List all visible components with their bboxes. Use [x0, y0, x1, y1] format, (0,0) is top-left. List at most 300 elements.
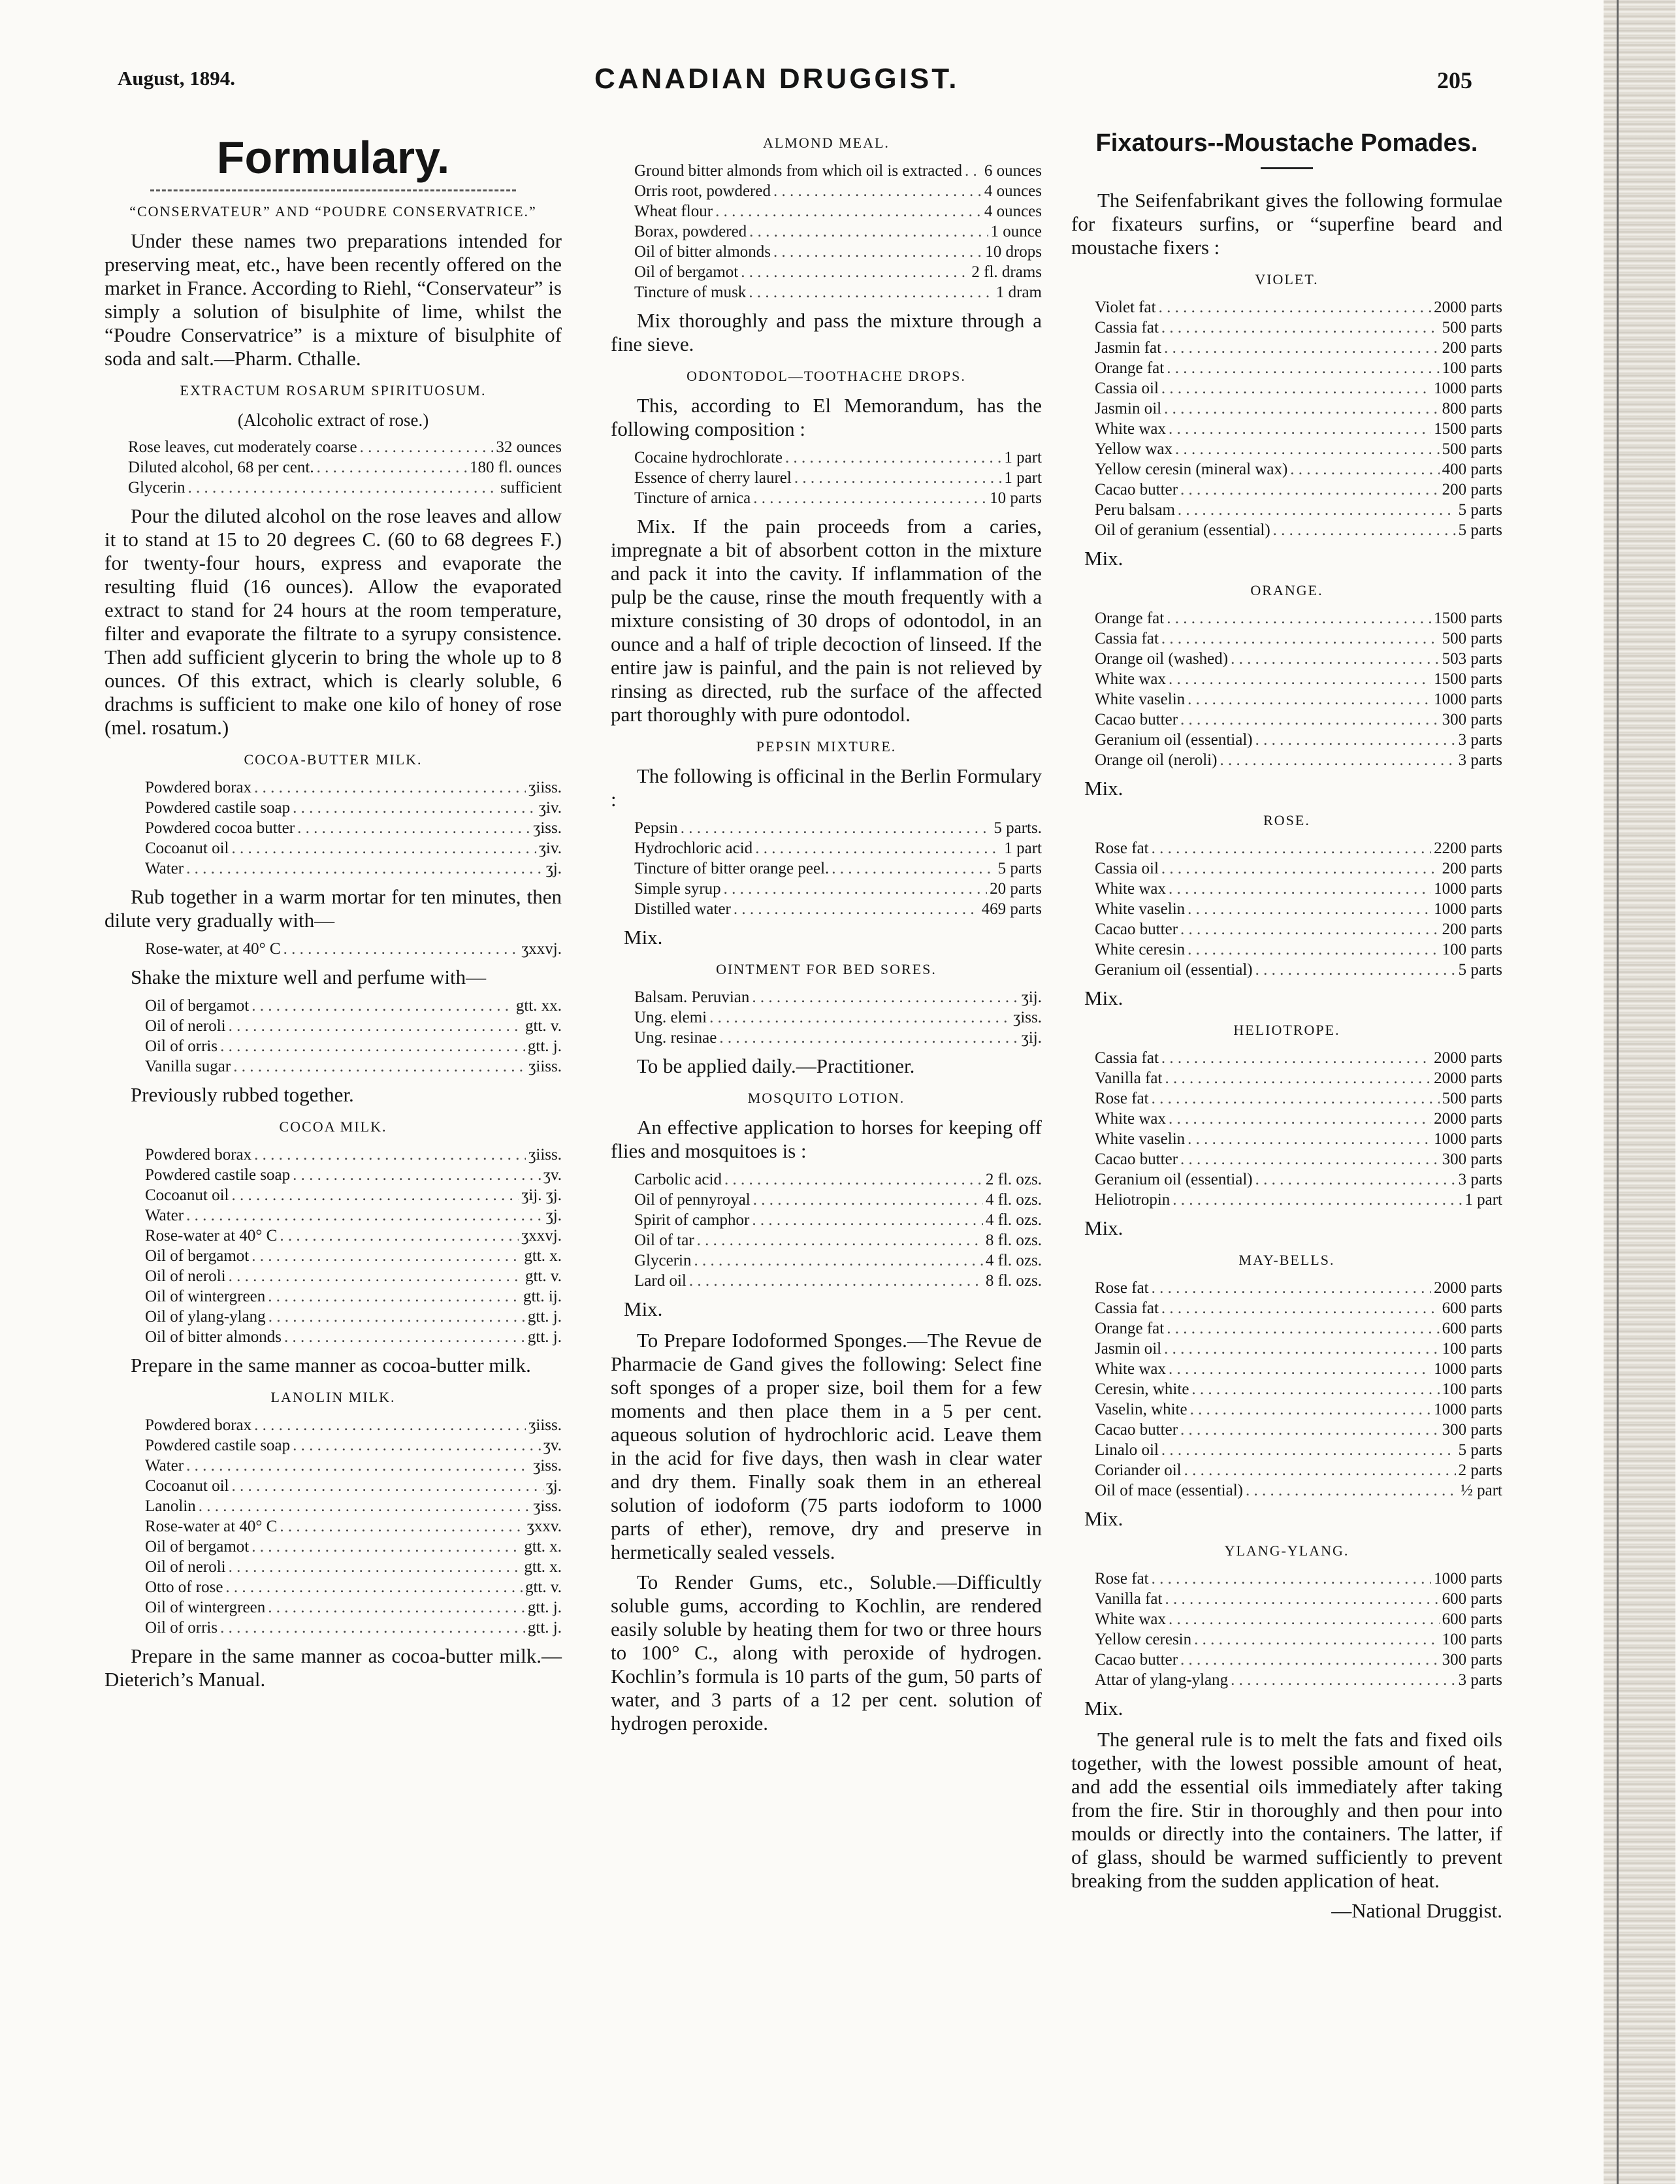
ingredient-row — [634, 899, 1042, 919]
ingredient-amount: 500 parts — [1442, 630, 1502, 647]
ingredient-amount: 1000 parts — [1434, 380, 1502, 397]
pomades-rule — [1261, 167, 1313, 169]
ingredient-amount: 1000 parts — [1434, 880, 1502, 898]
ingredient-amount: ʒiss. — [533, 1457, 562, 1475]
ingredient-row — [1095, 1339, 1502, 1359]
ingredient-amount: ʒxxv. — [526, 1518, 562, 1535]
leader-dots — [694, 1250, 982, 1271]
ingredient-amount: gtt. x. — [524, 1538, 562, 1556]
ingredient-name: White vaselin — [1095, 900, 1186, 918]
ingredient-amount: 600 parts — [1442, 1320, 1502, 1337]
ingredient-name: Rose-water at 40° C — [145, 1227, 278, 1245]
leader-dots — [1152, 1569, 1432, 1589]
ingredient-name: Water — [145, 1457, 184, 1475]
ingredient-name: White ceresin — [1095, 941, 1186, 958]
leader-dots — [709, 1007, 1010, 1028]
ingredient-amount: 5 parts. — [993, 819, 1042, 837]
ingredient-name: Powdered borax — [145, 1416, 252, 1434]
ingredient-row — [1095, 1169, 1502, 1190]
ingredient-name: Diluted alcohol, 68 per cent. — [128, 459, 314, 476]
leader-dots — [1159, 297, 1432, 318]
ingredient-amount: ʒiss. — [533, 819, 562, 837]
ingredient-row — [1095, 1149, 1502, 1169]
leader-dots — [1169, 879, 1431, 899]
ingredient-name: Oil of pennyroyal — [634, 1191, 751, 1209]
ingredient-row — [1095, 1569, 1502, 1589]
ingredient-row — [145, 939, 562, 959]
ingredient-name: Pepsin — [634, 819, 678, 837]
recipe-list — [145, 1145, 562, 1347]
ingredient-row — [145, 1016, 562, 1036]
ingredient-amount: 1 part — [1004, 839, 1042, 857]
ingredient-row — [1095, 1650, 1502, 1670]
ingredient-row — [145, 777, 562, 798]
ingredient-row — [1095, 338, 1502, 358]
leader-dots — [1180, 919, 1440, 939]
leader-dots — [965, 161, 982, 181]
ingredient-row — [145, 1618, 562, 1638]
ingredient-name: Oil of neroli — [145, 1267, 226, 1285]
leader-dots — [794, 468, 1002, 488]
ingredient-row — [145, 1145, 562, 1165]
leader-dots — [254, 1415, 526, 1435]
leader-dots — [231, 1185, 519, 1205]
ingredient-row — [1095, 419, 1502, 439]
leader-dots — [1161, 1048, 1431, 1068]
leader-dots — [1187, 899, 1431, 919]
ingredient-amount: 5 parts — [1458, 1441, 1502, 1459]
ingredient-row — [634, 1210, 1042, 1230]
ingredient-amount: 5 parts — [1458, 521, 1502, 539]
leader-dots — [231, 838, 536, 858]
ingredient-row — [1095, 649, 1502, 669]
ingredient-amount: 2000 parts — [1434, 1049, 1502, 1067]
ingredient-amount: 100 parts — [1442, 941, 1502, 958]
ylang-ylang-mix: Mix. — [1084, 1697, 1123, 1719]
leader-dots — [1187, 1129, 1431, 1149]
cocoa-milk-text: Prepare in the same manner as cocoa-butter milk. — [131, 1354, 531, 1377]
leader-dots — [753, 488, 987, 508]
ingredient-name: Orange oil (washed) — [1095, 650, 1229, 668]
ingredient-name: White vaselin — [1095, 691, 1186, 708]
extractum-subtitle: (Alcoholic extract of rose.) — [237, 410, 429, 430]
ingredient-amount: 800 parts — [1442, 400, 1502, 417]
leader-dots — [280, 1516, 524, 1537]
ingredient-name: Oil of orris — [145, 1037, 218, 1055]
ingredient-row — [145, 818, 562, 838]
ingredient-row — [1095, 297, 1502, 318]
ingredient-name: Oil of bergamot — [145, 997, 250, 1015]
ingredient-name: Simple syrup — [634, 880, 721, 898]
ingredient-name: Heliotropin — [1095, 1191, 1171, 1209]
ingredient-amount: 2000 parts — [1434, 1110, 1502, 1128]
ingredient-amount: 5 parts — [997, 860, 1042, 877]
ingredient-name: Cassia oil — [1095, 860, 1159, 877]
ingredient-row — [634, 468, 1042, 488]
ingredient-name: Ceresin, white — [1095, 1380, 1189, 1398]
leader-dots — [293, 1165, 541, 1185]
leader-dots — [1169, 669, 1431, 689]
leader-dots — [1255, 730, 1456, 750]
ingredient-amount: 4 fl. ozs. — [985, 1211, 1042, 1229]
odontodol-heading: ODONTODOL—TOOTHACHE DROPS. — [687, 368, 966, 384]
leader-dots — [1169, 1359, 1431, 1379]
ingredient-name: Carbolic acid — [634, 1171, 722, 1188]
ingredient-amount: 469 parts — [981, 900, 1042, 918]
ingredient-row — [145, 1435, 562, 1456]
ingredient-row — [634, 1028, 1042, 1048]
ingredient-name: Oil of ylang-ylang — [145, 1308, 266, 1326]
almond-meal-heading: ALMOND MEAL. — [763, 135, 890, 151]
ingredient-name: Powdered borax — [145, 1146, 252, 1164]
ingredient-amount: 100 parts — [1442, 1340, 1502, 1358]
leader-dots — [715, 201, 982, 221]
ingredient-name: Oil of orris — [145, 1619, 218, 1637]
recipe-list — [634, 987, 1042, 1048]
ingredient-amount: 1 dram — [995, 284, 1042, 301]
ointment-text: To be applied daily.—Practitioner. — [637, 1054, 915, 1077]
recipe-list — [1095, 608, 1502, 770]
ingredient-amount: ʒiss. — [1013, 1009, 1042, 1026]
ingredient-name: Rose fat — [1095, 1279, 1149, 1297]
leader-dots — [1161, 378, 1431, 399]
mosquito-intro: An effective application to horses for keeping off flies and mosquitoes is : — [611, 1116, 1042, 1162]
ingredient-amount: 2 fl. ozs. — [985, 1171, 1042, 1188]
ingredient-amount: gtt. x. — [524, 1558, 562, 1576]
ingredient-name: Ung. resinae — [634, 1029, 717, 1047]
ingredient-amount: 100 parts — [1442, 1380, 1502, 1398]
ingredient-row — [128, 478, 562, 498]
leader-dots — [734, 899, 979, 919]
leader-dots — [1167, 1318, 1439, 1339]
ingredient-amount: ʒxxvj. — [521, 1227, 562, 1245]
ingredient-name: Ground bitter almonds from which oil is extracted — [634, 162, 962, 180]
ingredient-amount: 3 parts — [1458, 1171, 1502, 1188]
ingredient-name: Powdered cocoa butter — [145, 819, 295, 837]
ingredient-row — [1095, 1399, 1502, 1420]
ingredient-name: Cacao butter — [1095, 1651, 1178, 1669]
leader-dots — [1194, 1629, 1440, 1650]
leader-dots — [1246, 1480, 1458, 1501]
ingredient-name: Cocoanut oil — [145, 1186, 229, 1204]
issue-date: August, 1894. — [118, 67, 236, 90]
leader-dots — [689, 1271, 983, 1291]
ingredient-row — [1095, 1318, 1502, 1339]
ingredient-row — [634, 858, 1042, 879]
ingredient-name: Vanilla sugar — [145, 1058, 231, 1075]
leader-dots — [186, 858, 543, 879]
ingredient-name: Glycerin — [128, 479, 186, 497]
leader-dots — [1165, 1589, 1439, 1609]
ingredient-name: Distilled water — [634, 900, 731, 918]
ingredient-row — [634, 838, 1042, 858]
ingredient-name: Cacao butter — [1095, 481, 1178, 498]
leader-dots — [741, 262, 969, 282]
recipe-list — [634, 161, 1042, 302]
ingredient-amount: 3 parts — [1458, 731, 1502, 749]
ingredient-row — [1095, 1298, 1502, 1318]
ingredient-amount: 503 parts — [1442, 650, 1502, 668]
ingredient-name: Powdered castile soap — [145, 1437, 291, 1454]
ingredient-row — [1095, 899, 1502, 919]
ingredient-amount: ʒij. ʒj. — [521, 1186, 562, 1204]
page-title: Formulary. — [216, 132, 450, 183]
leader-dots — [1165, 1068, 1431, 1088]
ingredient-row — [1095, 879, 1502, 899]
may-bells-heading: MAY-BELLS. — [1238, 1252, 1335, 1268]
ingredient-name: Borax, powdered — [634, 223, 747, 240]
ingredient-row — [1095, 1609, 1502, 1629]
ingredient-name: Cassia fat — [1095, 1299, 1159, 1317]
lanolin-milk-heading: LANOLIN MILK. — [270, 1389, 396, 1405]
ingredient-row — [1095, 1589, 1502, 1609]
ingredient-name: Cacao butter — [1095, 711, 1178, 728]
ingredient-name: Cassia oil — [1095, 380, 1159, 397]
leader-dots — [1161, 1298, 1440, 1318]
ingredient-amount: ʒiiss. — [528, 779, 562, 796]
ingredient-row — [634, 282, 1042, 302]
ingredient-name: Orris root, powdered — [634, 182, 771, 200]
leader-dots — [753, 1190, 983, 1210]
ingredient-row — [1095, 608, 1502, 628]
ingredient-amount: 10 parts — [990, 489, 1042, 507]
leader-dots — [1180, 480, 1440, 500]
ingredient-row — [1095, 439, 1502, 459]
leader-dots — [1180, 1650, 1440, 1670]
pepsin-mix: Mix. — [624, 926, 663, 949]
leader-dots — [251, 1537, 521, 1557]
ingredient-row — [634, 987, 1042, 1007]
leader-dots — [1152, 838, 1432, 858]
ingredient-amount: 300 parts — [1442, 711, 1502, 728]
leader-dots — [254, 777, 526, 798]
ingredient-row — [1095, 689, 1502, 709]
leader-dots — [1220, 750, 1455, 770]
leader-dots — [1169, 1609, 1440, 1629]
ingredient-row — [145, 1597, 562, 1618]
ingredient-name: Wheat flour — [634, 203, 713, 220]
ingredient-row — [1095, 1088, 1502, 1109]
ingredient-row — [1095, 1109, 1502, 1129]
leader-dots — [1180, 709, 1440, 730]
leader-dots — [229, 1557, 522, 1577]
ingredient-row — [145, 1165, 562, 1185]
ingredient-amount: gtt. j. — [527, 1619, 562, 1637]
ingredient-name: Rose fat — [1095, 839, 1149, 857]
ingredient-amount: 1 ounce — [990, 223, 1042, 240]
ingredient-amount: gtt. ij. — [523, 1288, 562, 1305]
ingredient-name: Oil of neroli — [145, 1558, 226, 1576]
ingredient-name: Lard oil — [634, 1272, 687, 1290]
leader-dots — [724, 1169, 983, 1190]
leader-dots — [681, 818, 992, 838]
leader-dots — [251, 1246, 521, 1266]
leader-dots — [773, 181, 982, 201]
ingredient-name: Water — [145, 1207, 184, 1224]
leader-dots — [233, 1056, 526, 1077]
leader-dots — [1172, 1190, 1462, 1210]
ingredient-name: Orange fat — [1095, 359, 1165, 377]
recipe-list — [1095, 838, 1502, 980]
ingredient-amount: ʒiiss. — [528, 1416, 562, 1434]
ingredient-amount: ʒj. — [545, 860, 562, 877]
ingredient-name: Coriander oil — [1095, 1461, 1182, 1479]
ingredient-amount: gtt. j. — [527, 1308, 562, 1326]
ingredient-row — [1095, 1048, 1502, 1068]
odontodol-text: Mix. If the pain proceeds from a caries, impregnate a bit of absorbent cotton in the mixture and pack it into the cavity. If inflammation of the pulp be the cause, rinse the mouth frequently with a mixture consisting of 30 drops of odontodol, in an ounce and a half of triple decoction of linseed. If the entire jaw is painful, and the pain is not relieved by rinsing as directed, rub the surface of the affected part thoroughly with pure odontodol. — [611, 515, 1042, 726]
may-bells-mix: Mix. — [1084, 1507, 1123, 1530]
ingredient-name: Linalo oil — [1095, 1441, 1159, 1459]
ingredient-name: Oil of geranium (essential) — [1095, 521, 1270, 539]
ingredient-row — [145, 1266, 562, 1286]
ingredient-amount: 8 fl. ozs. — [985, 1272, 1042, 1290]
ingredient-name: Orange oil (neroli) — [1095, 751, 1218, 769]
leader-dots — [251, 996, 513, 1016]
ingredient-row — [1095, 358, 1502, 378]
ingredient-amount: 200 parts — [1442, 481, 1502, 498]
ingredient-amount: ʒiiss. — [528, 1146, 562, 1164]
ingredient-amount: 1500 parts — [1434, 610, 1502, 627]
leader-dots — [293, 798, 536, 818]
almond-meal-text: Mix thoroughly and pass the mixture through a fine sieve. — [611, 309, 1042, 355]
ingredient-amount: ʒiss. — [533, 1497, 562, 1515]
ingredient-row — [1095, 500, 1502, 520]
leader-dots — [1169, 1109, 1431, 1129]
ingredient-amount: 4 ounces — [984, 203, 1042, 220]
ingredient-amount: 8 fl. ozs. — [985, 1231, 1042, 1249]
pomades-intro: The Seifenfabrikant gives the following formulae for fixateurs surfins, or “superfine beard and moustache fixers : — [1071, 189, 1502, 259]
ingredient-row — [1095, 750, 1502, 770]
ingredient-amount: 200 parts — [1442, 860, 1502, 877]
ingredient-amount: 2000 parts — [1434, 299, 1502, 316]
ingredient-amount: gtt. v. — [525, 1267, 562, 1285]
ingredient-name: Yellow wax — [1095, 440, 1172, 458]
ingredient-row — [145, 1577, 562, 1597]
ingredient-amount: 1000 parts — [1434, 1130, 1502, 1148]
ingredient-name: Ung. elemi — [634, 1009, 707, 1026]
journal-title: CANADIAN DRUGGIST. — [594, 63, 960, 95]
extractum-text: Pour the diluted alcohol on the rose leaves and allow it to stand at 15 to 20 degrees C. (60 to 68 degrees F.) for twenty-four hours, express and evaporate the resulting fluid (16 ounces). Allow the evaporated extract to stand for 24 hours at the room temperature, filter and evaporate the filtrate to a syrupy consistence. Then add sufficient glycerin to bring the whole up to 8 ounces. Of this extract, which is clearly soluble, 6 drachms is sufficient to make one kilo of honey of rose (mel. rosatum.) — [105, 504, 562, 739]
pomades-source: —National Druggist. — [1331, 1899, 1502, 1922]
lanolin-milk-text: Prepare in the same manner as cocoa-butter milk.—Dieterich’s Manual. — [105, 1644, 562, 1691]
ingredient-amount: 3 parts — [1458, 1671, 1502, 1689]
leader-dots — [773, 242, 982, 262]
ingredient-amount: 500 parts — [1442, 1090, 1502, 1107]
leader-dots — [749, 282, 993, 302]
ingredient-row — [634, 448, 1042, 468]
column-middle — [611, 128, 1042, 1742]
ingredient-name: Powdered borax — [145, 779, 252, 796]
ingredient-row — [145, 1036, 562, 1056]
leader-dots — [1180, 1420, 1440, 1440]
ingredient-row — [634, 1250, 1042, 1271]
cocoa-butter-text-3: Previously rubbed together. — [131, 1083, 354, 1106]
ingredient-amount: 200 parts — [1442, 921, 1502, 938]
ingredient-amount: gtt. v. — [525, 1017, 562, 1035]
ingredient-name: Water — [145, 860, 184, 877]
ingredient-name: Oil of wintergreen — [145, 1599, 266, 1616]
ingredient-amount: 4 fl. ozs. — [985, 1252, 1042, 1269]
recipe-list — [634, 448, 1042, 508]
heliotrope-mix: Mix. — [1084, 1216, 1123, 1239]
leader-dots — [268, 1286, 521, 1307]
leader-dots — [1191, 1379, 1439, 1399]
recipe-list — [145, 1415, 562, 1638]
ingredient-row — [1095, 1480, 1502, 1501]
leader-dots — [697, 1230, 983, 1250]
leader-dots — [752, 987, 1018, 1007]
ingredient-row — [634, 818, 1042, 838]
ingredient-name: Geranium oil (essential) — [1095, 1171, 1253, 1188]
ingredient-row — [1095, 730, 1502, 750]
ingredient-row — [1095, 1420, 1502, 1440]
ingredient-name: Cocaine hydrochlorate — [634, 449, 783, 466]
ingredient-amount: 2 fl. drams — [971, 263, 1042, 281]
ingredient-name: Tincture of bitter orange peel. — [634, 860, 830, 877]
ingredient-name: Rose-water, at 40° C — [145, 940, 281, 958]
ingredient-name: Orange fat — [1095, 1320, 1165, 1337]
ingredient-name: Oil of bergamot — [145, 1538, 250, 1556]
ingredient-row — [1095, 628, 1502, 649]
leader-dots — [225, 1577, 523, 1597]
ingredient-row — [1095, 939, 1502, 960]
ingredient-amount: 1000 parts — [1434, 1570, 1502, 1588]
ingredient-amount: 400 parts — [1442, 461, 1502, 478]
leader-dots — [1178, 500, 1456, 520]
ingredient-row — [145, 996, 562, 1016]
ingredient-row — [145, 1476, 562, 1496]
ingredient-name: Tincture of arnica — [634, 489, 751, 507]
ingredient-amount: 32 ounces — [496, 438, 562, 456]
ingredient-row — [1095, 480, 1502, 500]
leader-dots — [1190, 1399, 1432, 1420]
ingredient-name: White vaselin — [1095, 1130, 1186, 1148]
ingredient-row — [145, 798, 562, 818]
ingredient-amount: 1000 parts — [1434, 691, 1502, 708]
leader-dots — [1161, 1440, 1456, 1460]
ingredient-name: Cocoanut oil — [145, 1477, 229, 1495]
ingredient-row — [128, 437, 562, 457]
ingredient-name: White wax — [1095, 1360, 1166, 1378]
ingredient-name: Essence of cherry laurel — [634, 469, 792, 487]
ointment-heading: OINTMENT FOR BED SORES. — [716, 961, 937, 977]
ingredient-name: Cassia fat — [1095, 319, 1159, 336]
extractum-heading: EXTRACTUM ROSARUM SPIRITUOSUM. — [180, 382, 487, 399]
ingredient-row — [1095, 1278, 1502, 1298]
ingredient-name: Spirit of camphor — [634, 1211, 750, 1229]
ingredient-amount: 1000 parts — [1434, 1360, 1502, 1378]
ingredient-amount: gtt. j. — [527, 1328, 562, 1346]
ingredient-name: Vaselin, white — [1095, 1401, 1187, 1418]
ingredient-amount: 2200 parts — [1434, 839, 1502, 857]
ingredient-amount: 200 parts — [1442, 339, 1502, 357]
ingredient-row — [1095, 1629, 1502, 1650]
leader-dots — [293, 1435, 541, 1456]
ingredient-row — [1095, 378, 1502, 399]
leader-dots — [1187, 689, 1431, 709]
ingredient-amount: 1000 parts — [1434, 900, 1502, 918]
ingredient-row — [145, 1205, 562, 1226]
violet-mix: Mix. — [1084, 547, 1123, 570]
ingredient-row — [145, 1557, 562, 1577]
ingredient-row — [1095, 919, 1502, 939]
ingredient-amount: 20 parts — [990, 880, 1042, 898]
rose-mix: Mix. — [1084, 986, 1123, 1009]
ingredient-amount: ʒj. — [545, 1477, 562, 1495]
leader-dots — [220, 1036, 525, 1056]
odontodol-intro: This, according to El Memorandum, has the following composition : — [611, 394, 1042, 440]
leader-dots — [749, 221, 988, 242]
